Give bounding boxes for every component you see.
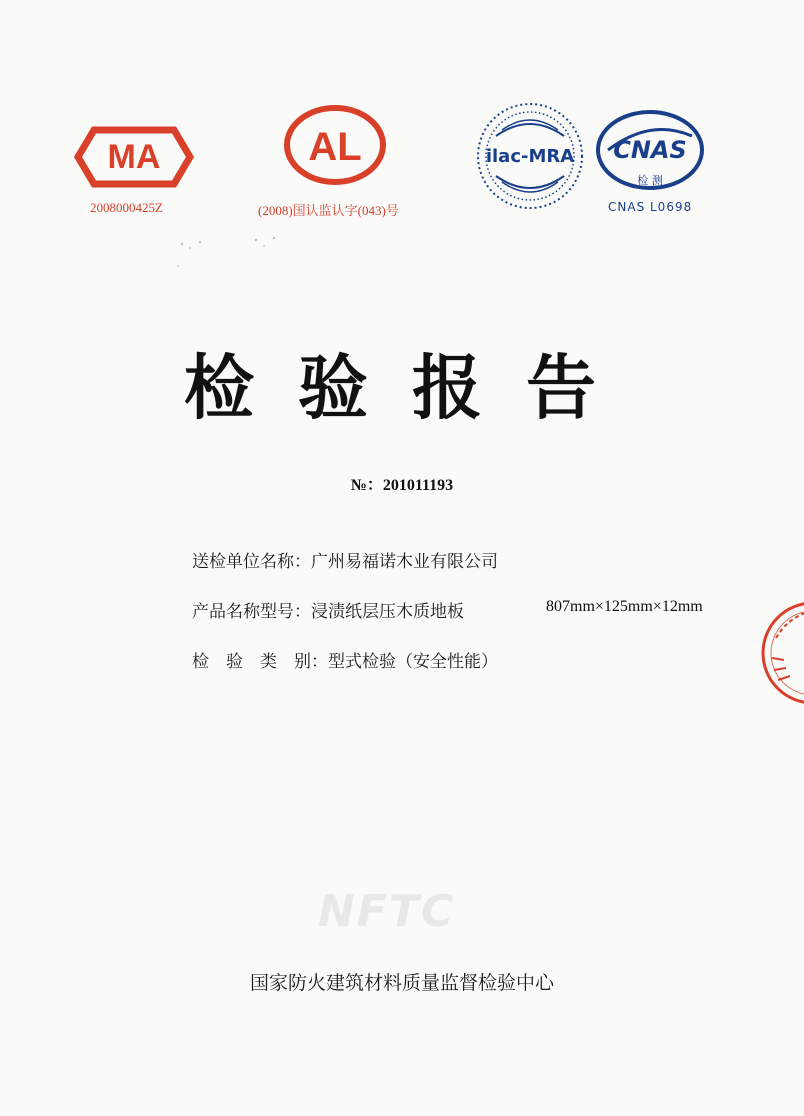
cma-number: 2008000425Z xyxy=(90,200,163,215)
ilac-mra-logo xyxy=(474,100,586,212)
svg-text:MA: MA xyxy=(107,138,161,176)
scan-specks xyxy=(170,228,310,278)
cma-logo xyxy=(72,124,196,190)
client-field xyxy=(192,547,498,572)
svg-text:CNAS: CNAS xyxy=(613,136,687,164)
cnas-number: CNAS L0698 xyxy=(608,200,693,214)
inspection-type-value: 型式检验（安全性能） xyxy=(328,652,498,672)
svg-text:AL: AL xyxy=(308,125,362,169)
client-label: 送检单位名称： xyxy=(192,552,311,572)
inspection-type-label: 检 验 类 别： xyxy=(192,652,328,672)
cal-number: (2008)国认监认字(043)号 xyxy=(258,203,399,218)
cal-logo xyxy=(282,104,388,186)
product-label: 产品名称型号： xyxy=(192,602,311,622)
report-number: №：201011193 xyxy=(350,477,454,494)
cnas-logo xyxy=(594,106,706,198)
issuing-organization: 国家防火建筑材料质量监督检验中心 xyxy=(249,972,554,994)
product-field xyxy=(192,597,464,622)
inspection-type-field xyxy=(192,647,498,672)
product-value: 浸渍纸层压木质地板 xyxy=(311,602,464,622)
red-seal-stamp xyxy=(758,598,804,708)
product-spec: 807mm×125mm×12mm xyxy=(546,598,703,615)
nftc-watermark: NFTC xyxy=(318,886,456,937)
client-value: 广州易福诺木业有限公司 xyxy=(311,552,498,572)
report-title: 检验报告 xyxy=(184,347,640,429)
svg-text:ilac-MRA: ilac-MRA xyxy=(485,146,575,167)
svg-text:检 测: 检 测 xyxy=(637,174,663,187)
